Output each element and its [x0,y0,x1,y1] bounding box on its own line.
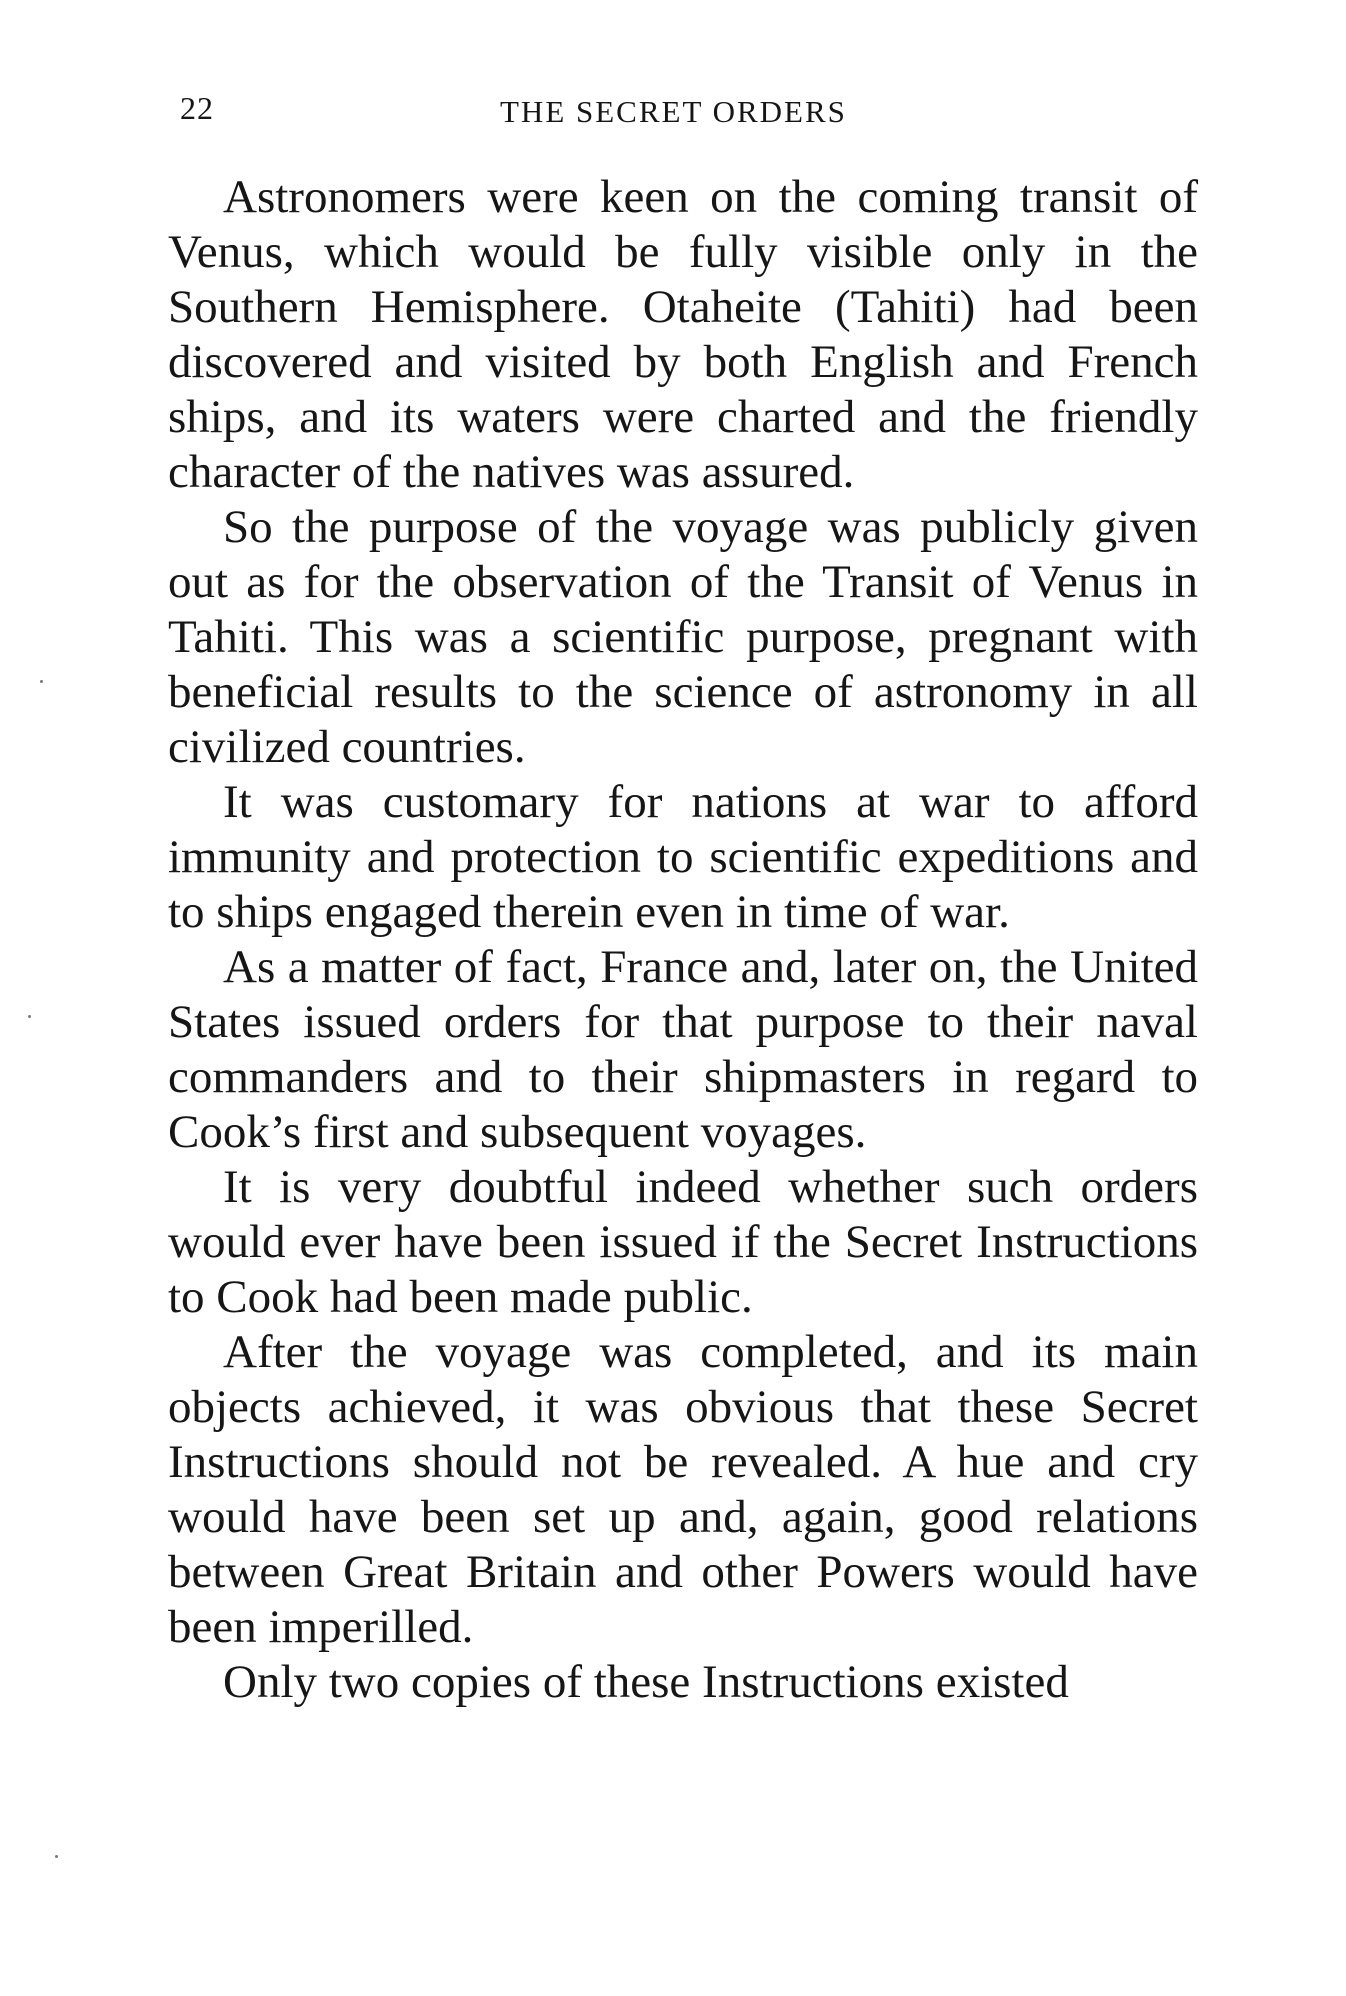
paragraph: Astronomers were keen on the coming transit of Venus, which would be fully visible only in the Southern Hemisphere. Otaheite (Tahiti) had been discovered and visited by both English and French ships, and its waters were charted and the friendly character of the natives was assured. [168,171,1198,498]
paragraph: Only two copies of these Instructions existed [223,1656,1069,1708]
paragraph: So the purpose of the voyage was publicly given out as for the observation of the Transit of Venus in Tahiti. This was a scientific purpose, pregnant with beneficial results to the science of astronomy in all civilized countries. [168,501,1198,773]
paragraph: As a matter of fact, France and, later on, the United States issued orders for that purpose to their naval commanders and to their shipmasters in regard to Cook’s first and subsequent voyages. [168,941,1198,1158]
paper-speck [28,1015,31,1018]
page-number: 22 [180,90,214,126]
body-text [168,170,1198,1710]
running-title: THE SECRET ORDERS [500,94,847,129]
paper-speck [40,680,43,683]
paper-speck [55,1855,58,1858]
page-header [180,90,960,150]
paragraph: It is very doubtful indeed whether such orders would ever have been issued if the Secret Instructions to Cook had been made public. [168,1161,1198,1323]
paragraph: After the voyage was completed, and its main objects achieved, it was obvious that these Secret Instructions should not be revealed. A hue and cry would have been set up and, again, good relations between Great Britain and other Powers would have been imperilled. [168,1326,1198,1653]
paragraph: It was customary for nations at war to afford immunity and protection to scientific expeditions and to ships engaged therein even in time of war. [168,776,1198,938]
